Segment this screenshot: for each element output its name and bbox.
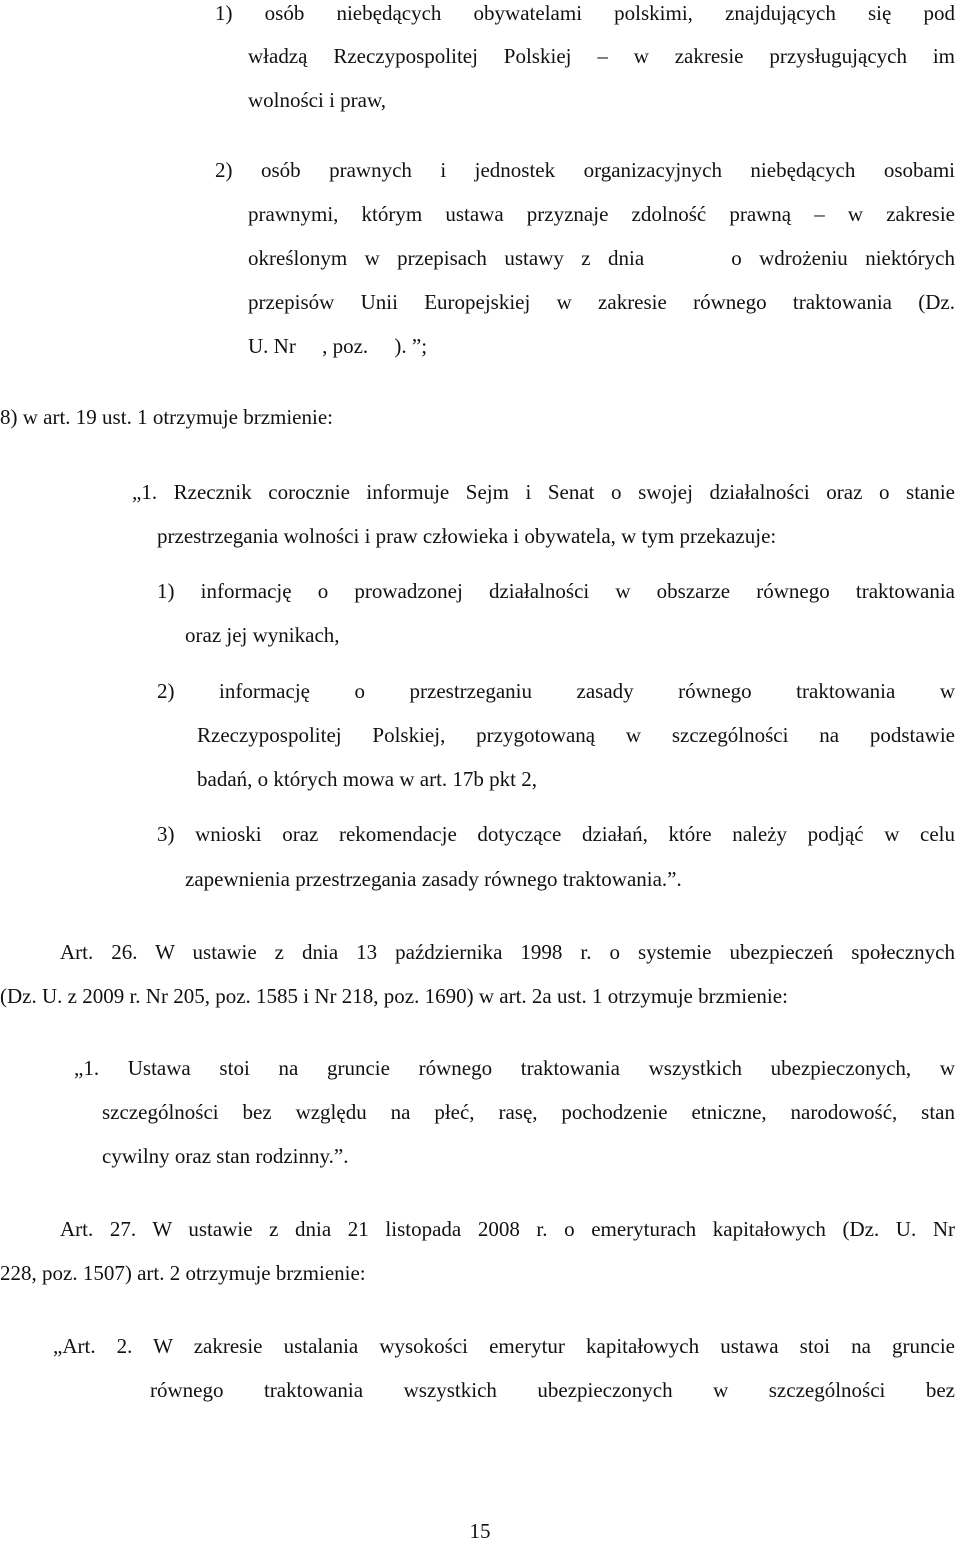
- text-line: władzą Rzeczypospolitej Polskiej – w zakresie przysługujących im: [248, 44, 955, 68]
- text-line: „Art. 2. W zakresie ustalania wysokości emerytur kapitałowych ustawa stoi na gruncie: [53, 1334, 955, 1358]
- text-line: określonym w przepisach ustawy z dnia o wdrożeniu niektórych: [248, 246, 955, 270]
- text-line: 3) wnioski oraz rekomendacje dotyczące działań, które należy podjąć w celu: [157, 822, 955, 846]
- text-line: Rzeczypospolitej Polskiej, przygotowaną w szczególności na podstawie: [197, 723, 955, 747]
- text-line: przepisów Unii Europejskiej w zakresie równego traktowania (Dz.: [248, 290, 955, 314]
- text-line: „1. Rzecznik corocznie informuje Sejm i Senat o swojej działalności oraz o stanie: [132, 480, 955, 504]
- text-line: 1) informację o prowadzonej działalności w obszarze równego traktowania: [157, 579, 955, 603]
- text-line: szczególności bez względu na płeć, rasę, pochodzenie etniczne, narodowość, stan: [102, 1100, 955, 1124]
- text-line: 228, poz. 1507) art. 2 otrzymuje brzmienie:: [0, 1261, 366, 1285]
- text-line: U. Nr , poz. ). ”;: [248, 334, 428, 358]
- text-line: 8) w art. 19 ust. 1 otrzymuje brzmienie:: [0, 405, 333, 429]
- text-line: badań, o których mowa w art. 17b pkt 2,: [197, 767, 538, 791]
- text-line: 2) informację o przestrzeganiu zasady równego traktowania w: [157, 679, 955, 703]
- text-line: wolności i praw,: [248, 88, 387, 112]
- text-line: przestrzegania wolności i praw człowieka i obywatela, w tym przekazuje:: [157, 524, 777, 548]
- text-line: (Dz. U. z 2009 r. Nr 205, poz. 1585 i Nr 218, poz. 1690) w art. 2a ust. 1 otrzymuje brzmienie:: [0, 984, 788, 1008]
- page-number: 15: [469, 1519, 491, 1543]
- text-line: równego traktowania wszystkich ubezpieczonych w szczególności bez: [150, 1378, 955, 1402]
- text-line: prawnymi, którym ustawa przyznaje zdolność prawną – w zakresie: [248, 202, 955, 226]
- text-line: Art. 26. W ustawie z dnia 13 października 1998 r. o systemie ubezpieczeń społecznych: [60, 940, 955, 964]
- text-line: 1) osób niebędących obywatelami polskimi, znajdujących się pod: [215, 1, 955, 25]
- text-line: cywilny oraz stan rodzinny.”.: [102, 1144, 349, 1168]
- text-line: „1. Ustawa stoi na gruncie równego traktowania wszystkich ubezpieczonych, w: [74, 1056, 955, 1080]
- text-line: Art. 27. W ustawie z dnia 21 listopada 2008 r. o emeryturach kapitałowych (Dz. U. Nr: [60, 1217, 955, 1241]
- text-line: oraz jej wynikach,: [185, 623, 340, 647]
- text-line: 2) osób prawnych i jednostek organizacyjnych niebędących osobami: [215, 158, 955, 182]
- text-line: zapewnienia przestrzegania zasady równego traktowania.”.: [185, 867, 682, 891]
